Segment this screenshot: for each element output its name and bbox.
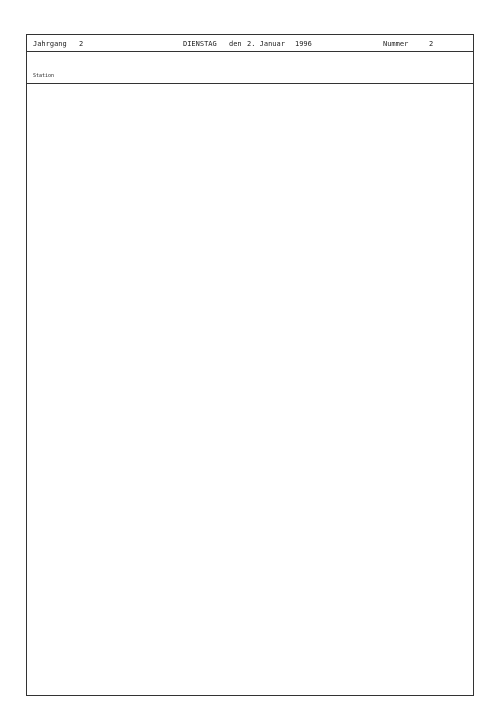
station-table xyxy=(33,87,467,689)
column-header-row xyxy=(33,73,467,79)
page-frame xyxy=(26,34,474,696)
header-rule xyxy=(27,51,473,52)
station-column-header: Station xyxy=(33,73,55,79)
column-header-rule xyxy=(27,83,473,84)
date-prefix: den xyxy=(229,40,242,48)
weekday: DIENSTAG xyxy=(183,40,217,48)
volume-number: 2 xyxy=(79,40,84,48)
page-header xyxy=(33,39,467,49)
date: 2. Januar xyxy=(247,40,285,48)
year: 1996 xyxy=(295,40,312,48)
volume-label: Jahrgang xyxy=(33,40,67,48)
station-column xyxy=(33,87,101,689)
number-label: Nummer xyxy=(383,40,409,48)
issue-number: 2 xyxy=(429,40,434,48)
